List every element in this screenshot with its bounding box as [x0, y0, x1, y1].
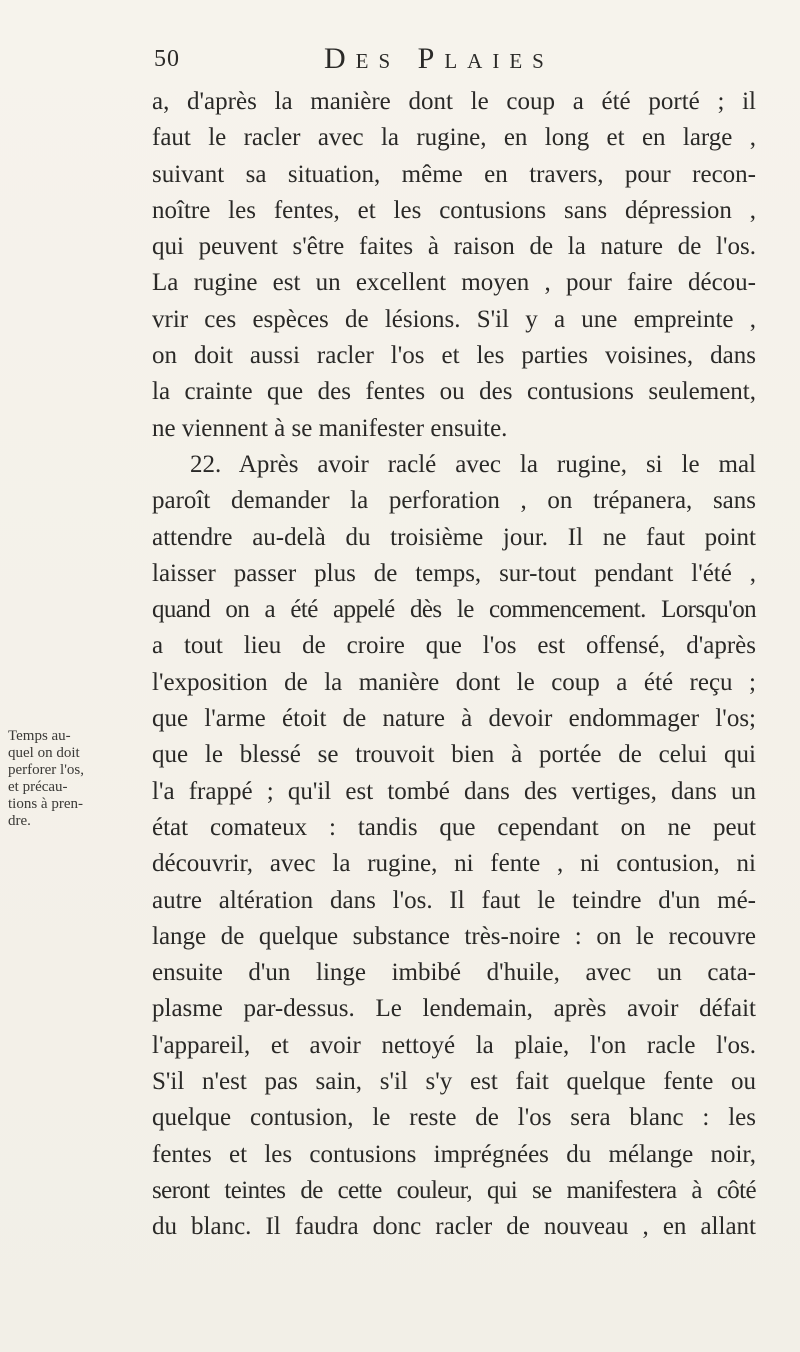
text-line: qui peuvent s'être faites à raison de la nature de l'os. — [152, 233, 756, 261]
text-line: seront teintes de cette couleur, qui se manifestera à côté — [152, 1176, 756, 1204]
page-number: 50 — [154, 46, 180, 72]
text-line: paroît demander la perforation , on trépanera, sans — [152, 487, 756, 515]
text-line: faut le racler avec la rugine, en long et en large , — [152, 124, 756, 152]
text-line: 22. Après avoir raclé avec la rugine, si le mal — [190, 450, 756, 478]
text-line: S'il n'est pas sain, s'il s'y est fait quelque fente ou — [152, 1068, 756, 1096]
margin-note-line: quel on doit — [8, 745, 80, 761]
running-title: Des Plaies — [324, 42, 554, 75]
text-line: vrir ces espèces de lésions. S'il y a une empreinte , — [152, 305, 756, 333]
margin-note-line: dre. — [8, 813, 31, 829]
text-line: a tout lieu de croire que l'os est offensé, d'après — [152, 632, 756, 660]
text-line: état comateux : tandis que cependant on ne peut — [152, 813, 756, 841]
margin-note-line: perforer l'os, — [8, 762, 85, 778]
text-line: on doit aussi racler l'os et les parties voisines, dans — [152, 342, 756, 370]
margin-note-line: et précau- — [8, 779, 68, 795]
text-line: quand on a été appelé dès le commencement. Lorsqu'on — [152, 596, 756, 624]
text-line: la crainte que des fentes ou des contusions seulement, — [152, 378, 756, 406]
text-line: l'a frappé ; qu'il est tombé dans des vertiges, dans un — [152, 777, 756, 805]
page-header — [148, 42, 760, 78]
text-line: du blanc. Il faudra donc racler de nouveau , en allant — [152, 1213, 756, 1241]
text-line: ne viennent à se manifester ensuite. — [152, 414, 508, 442]
text-line: l'appareil, et avoir nettoyé la plaie, l'on racle l'os. — [152, 1031, 756, 1059]
text-line: suivant sa situation, même en travers, pour recon- — [152, 160, 756, 188]
text-line: quelque contusion, le reste de l'os sera blanc : les — [152, 1104, 756, 1132]
margin-note — [8, 728, 140, 830]
margin-note-line: Temps au- — [8, 728, 71, 744]
text-line: laisser passer plus de temps, sur-tout pendant l'été , — [152, 559, 756, 587]
text-line: ensuite d'un linge imbibé d'huile, avec un cata- — [152, 959, 756, 987]
text-line: que le blessé se trouvoit bien à portée de celui qui — [152, 741, 756, 769]
text-line: a, d'après la manière dont le coup a été porté ; il — [152, 88, 756, 115]
text-line: La rugine est un excellent moyen , pour faire décou- — [152, 269, 756, 297]
text-line: lange de quelque substance très-noire : on le recouvre — [152, 922, 756, 950]
text-line: plasme par-dessus. Le lendemain, après avoir défait — [152, 995, 756, 1023]
body-text — [152, 84, 756, 1246]
text-line: attendre au-delà du troisième jour. Il ne faut point — [152, 523, 756, 551]
text-line: autre altération dans l'os. Il faut le teindre d'un mé- — [152, 886, 756, 914]
text-line: découvrir, avec la rugine, ni fente , ni contusion, ni — [152, 850, 756, 878]
text-line: que l'arme étoit de nature à devoir endommager l'os; — [152, 705, 756, 733]
text-line: l'exposition de la manière dont le coup a été reçu ; — [152, 668, 756, 696]
margin-note-line: tions à pren- — [8, 796, 83, 812]
text-line: noître les fentes, et les contusions sans dépression , — [152, 196, 756, 224]
text-line: fentes et les contusions imprégnées du mélange noir, — [152, 1140, 756, 1168]
